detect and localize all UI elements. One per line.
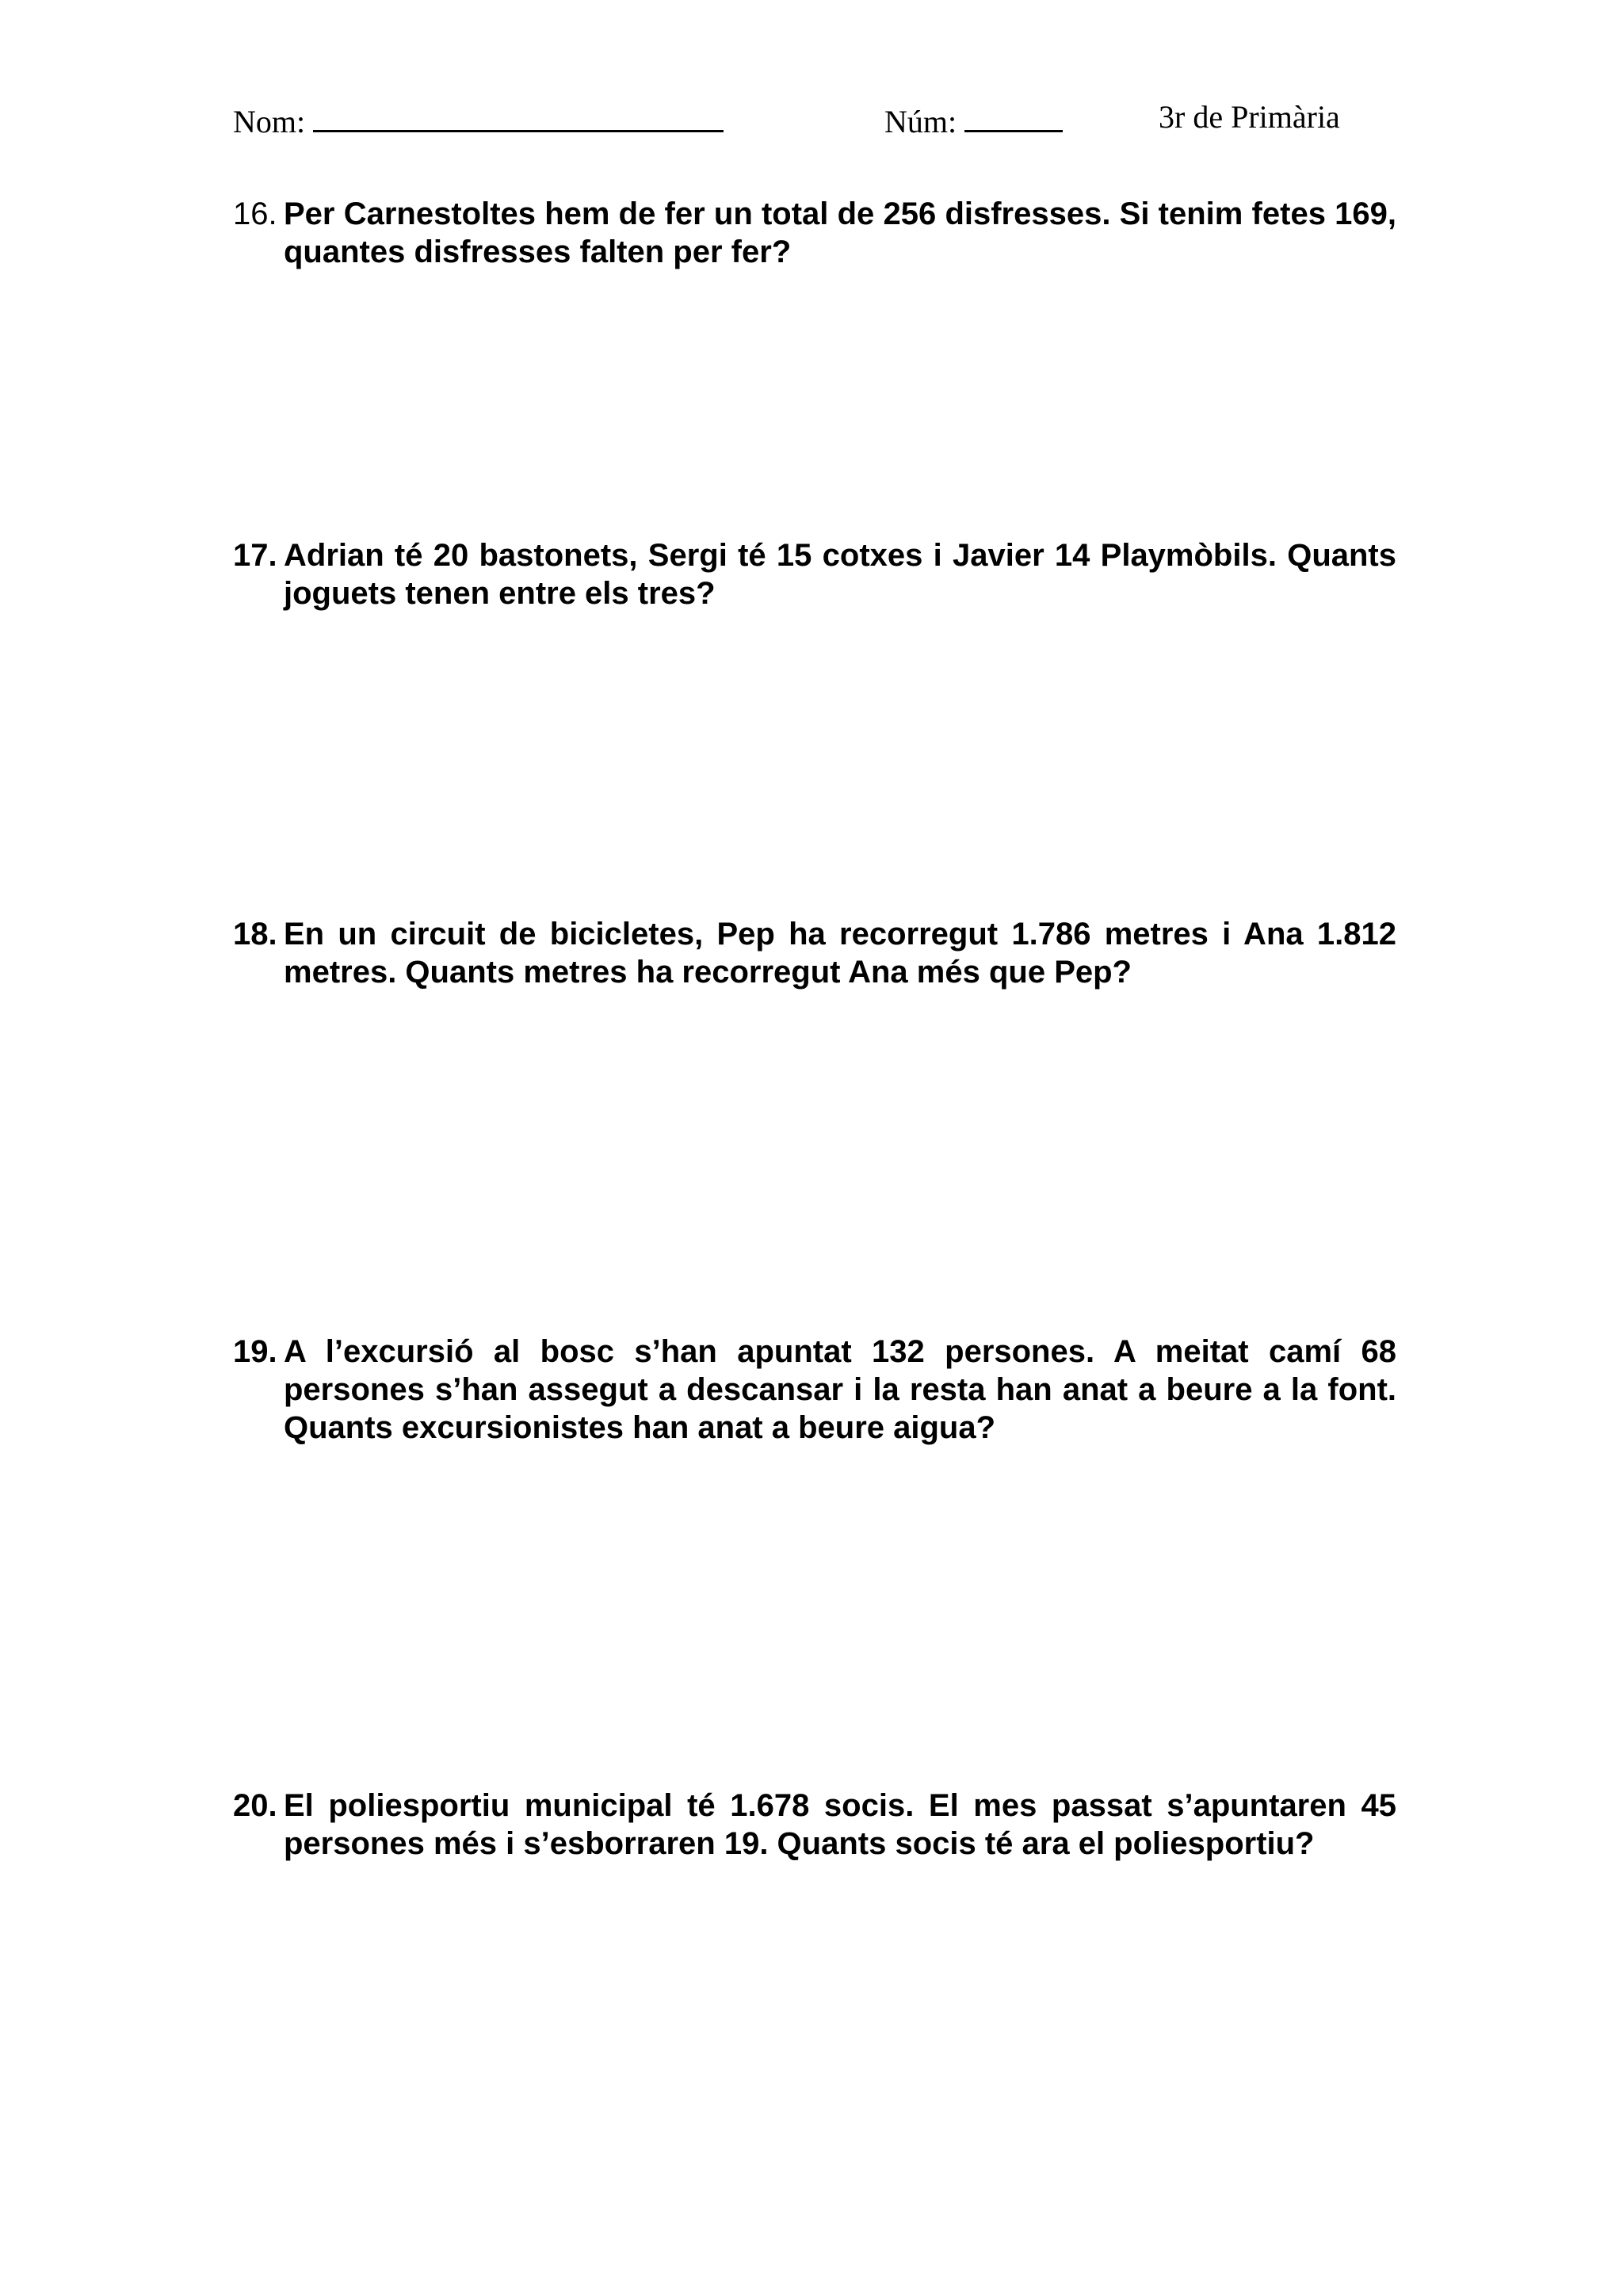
question-number: 20. bbox=[233, 1788, 277, 1823]
question-number: 16. bbox=[233, 196, 277, 231]
grade-label: 3r de Primària bbox=[1159, 99, 1340, 135]
name-blank-line bbox=[313, 93, 724, 132]
name-field bbox=[233, 93, 724, 146]
question-text: En un circuit de bicicletes, Pep ha recorregut 1.786 metres i Ana 1.812 metres. Quants metres ha recorregut Ana més que Pep? bbox=[284, 917, 1396, 990]
question-text: A l’excursió al bosc s’han apuntat 132 persones. A meitat camí 68 persones s’han assegut a descansar i la resta han anat a beure a la font. Quants excursionistes han anat a beure aigua? bbox=[284, 1334, 1396, 1445]
number-label: Núm: bbox=[884, 104, 957, 139]
worksheet-header bbox=[0, 93, 1623, 141]
question-number: 17. bbox=[233, 538, 277, 573]
number-blank-line bbox=[964, 93, 1063, 132]
question-number: 18. bbox=[233, 917, 277, 952]
question-18 bbox=[233, 915, 1396, 991]
question-text: Adrian té 20 bastonets, Sergi té 15 cotxes i Javier 14 Playmòbils. Quants joguets tenen entre els tres? bbox=[284, 538, 1396, 611]
question-20 bbox=[233, 1787, 1396, 1863]
name-label: Nom: bbox=[233, 104, 306, 139]
question-17 bbox=[233, 536, 1396, 612]
question-text: El poliesportiu municipal té 1.678 socis. El mes passat s’apuntaren 45 persones més i s’esborraren 19. Quants socis té ara el poliesportiu? bbox=[284, 1788, 1396, 1861]
question-text: Per Carnestoltes hem de fer un total de 256 disfresses. Si tenim fetes 169, quantes disfresses falten per fer? bbox=[284, 196, 1396, 269]
number-field bbox=[884, 93, 1063, 146]
question-19 bbox=[233, 1333, 1396, 1447]
question-number: 19. bbox=[233, 1334, 277, 1369]
question-16 bbox=[233, 195, 1396, 271]
